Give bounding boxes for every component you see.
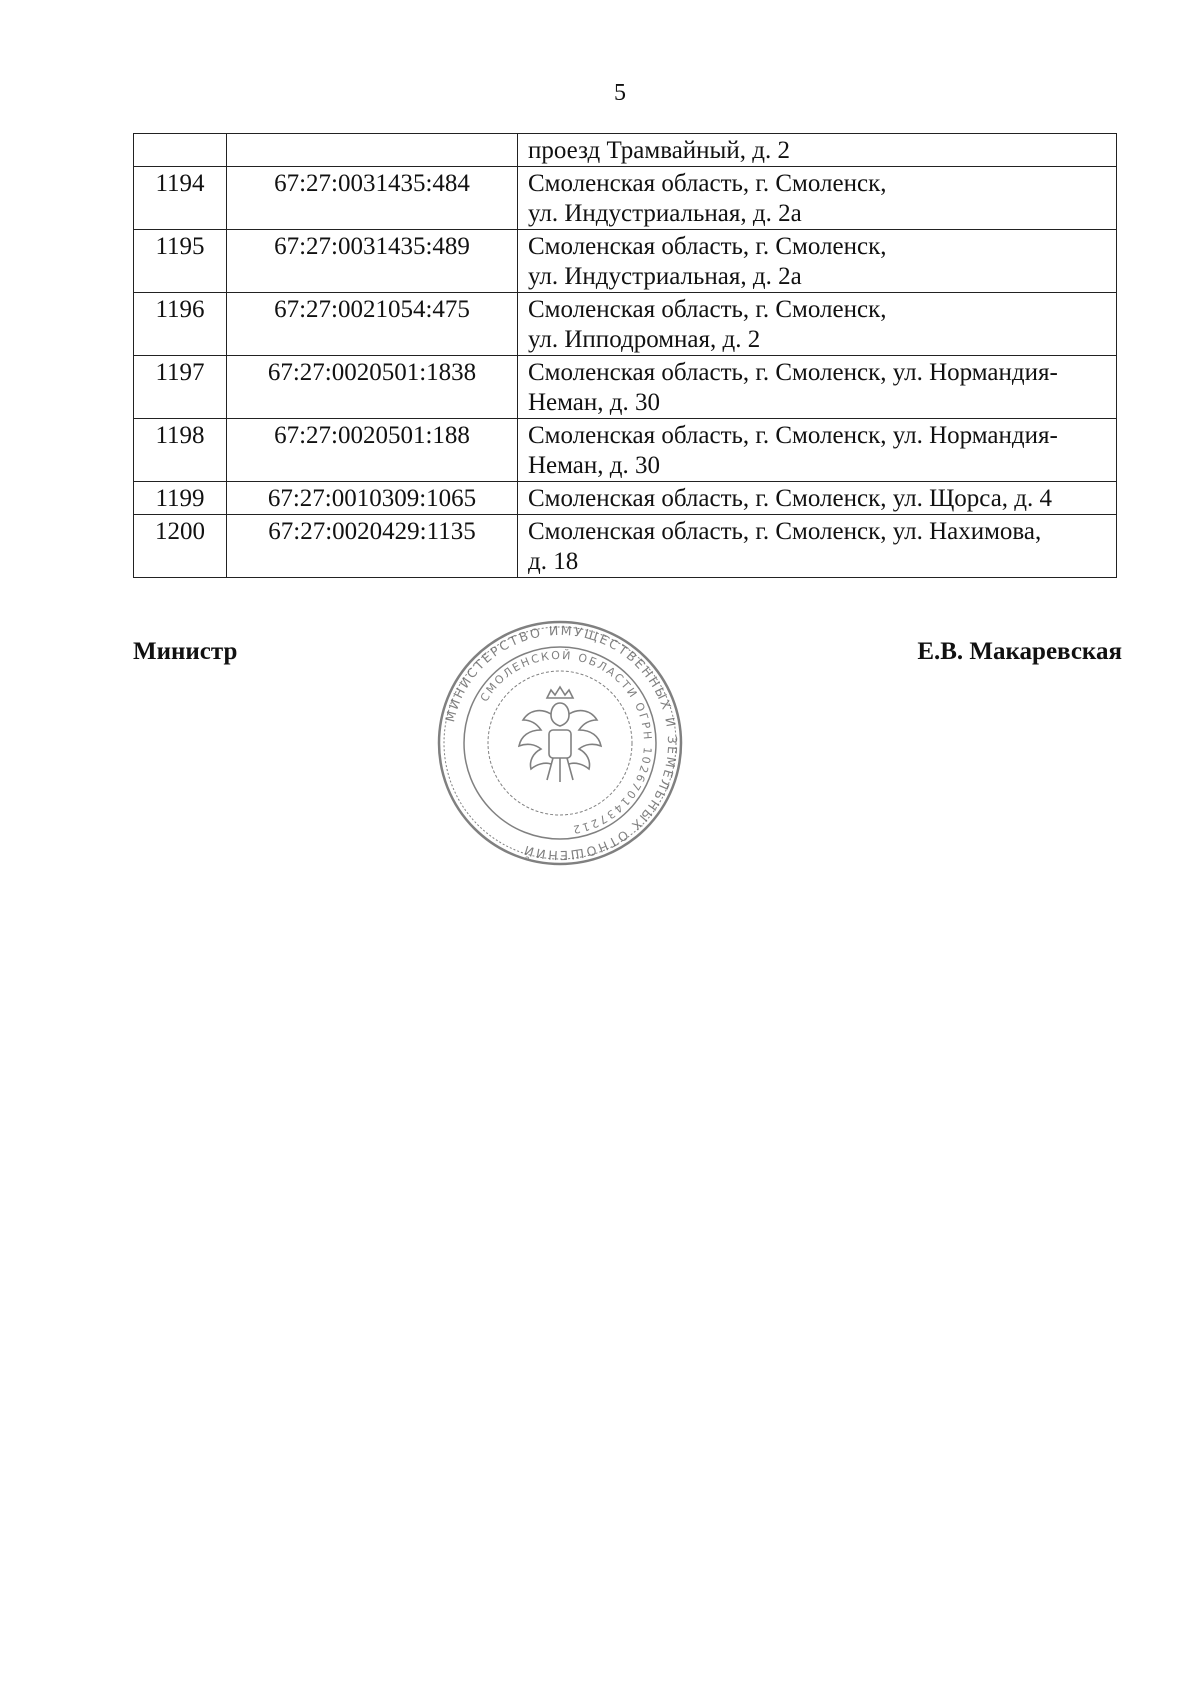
- cadastral-number-cell: 67:27:0020501:188: [227, 419, 518, 482]
- address-cell: [518, 293, 1117, 356]
- svg-text:СМОЛЕНСКОЙ ОБЛАСТИ ОГРН 10267: [478, 649, 654, 836]
- cadastral-number-cell: 67:27:0020501:1838: [227, 356, 518, 419]
- signer-name: Е.В. Макаревская: [917, 638, 1122, 665]
- row-number-cell: 1194: [134, 167, 227, 230]
- address-cell: [518, 230, 1117, 293]
- address-line: д. 18: [528, 548, 579, 575]
- address-line: Смоленская область, г. Смоленск,: [528, 233, 887, 260]
- address-line: Неман, д. 30: [528, 452, 660, 479]
- address-cell: [518, 482, 1117, 515]
- seal-outer-text: МИНИСТЕРСТВО ИМУЩЕСТВЕННЫХ И ЗЕМЕЛЬНЫХ ОТНОШЕНИЙ: [442, 622, 681, 864]
- row-number-cell: 1198: [134, 419, 227, 482]
- cadastral-number-cell: 67:27:0031435:489: [227, 230, 518, 293]
- row-number-cell: 1197: [134, 356, 227, 419]
- seal-inner-text: СМОЛЕНСКОЙ ОБЛАСТИ ОГРН 1026701437212: [477, 648, 655, 837]
- address-line: Смоленская область, г. Смоленск, ул. Нормандия-: [528, 359, 1058, 386]
- address-line: Смоленская область, г. Смоленск, ул. Нахимова,: [528, 518, 1042, 545]
- cadastral-number-cell: 67:27:0020429:1135: [227, 515, 518, 578]
- table-row: [134, 356, 1117, 419]
- registry-table: [133, 133, 1117, 578]
- seal-middle-ring: [464, 647, 656, 839]
- address-cell: [518, 515, 1117, 578]
- cadastral-number-cell: 67:27:0021054:475: [227, 293, 518, 356]
- table-row: [134, 230, 1117, 293]
- official-seal: [435, 618, 685, 868]
- table-row: [134, 419, 1117, 482]
- signature-block: [0, 622, 1200, 898]
- table-row: [134, 482, 1117, 515]
- address-line: ул. Ипподромная, д. 2: [528, 326, 761, 353]
- table-row: [134, 167, 1117, 230]
- signer-title: Министр: [133, 638, 238, 665]
- address-line: Неман, д. 30: [528, 389, 660, 416]
- row-number-cell: 1196: [134, 293, 227, 356]
- cadastral-number-cell: 67:27:0031435:484: [227, 167, 518, 230]
- address-line: ул. Индустриальная, д. 2а: [528, 200, 802, 227]
- table-row: [134, 293, 1117, 356]
- page-number: 5: [614, 80, 626, 106]
- address-line: Смоленская область, г. Смоленск, ул. Нормандия-: [528, 422, 1058, 449]
- row-number-cell: 1199: [134, 482, 227, 515]
- address-cell: [518, 356, 1117, 419]
- table-body: [134, 134, 1117, 578]
- row-number-cell: 1195: [134, 230, 227, 293]
- address-cell: [518, 419, 1117, 482]
- address-line: ул. Индустриальная, д. 2а: [528, 263, 802, 290]
- double-headed-eagle-emblem: [519, 687, 601, 782]
- address-cell: [518, 134, 1117, 167]
- cadastral-number-cell: 67:27:0010309:1065: [227, 482, 518, 515]
- table-row: [134, 134, 1117, 167]
- seal-inner-ring: [488, 671, 632, 815]
- address-cell: [518, 167, 1117, 230]
- row-number-cell: [134, 134, 227, 167]
- row-number-cell: 1200: [134, 515, 227, 578]
- cadastral-number-cell: [227, 134, 518, 167]
- address-line: Смоленская область, г. Смоленск,: [528, 296, 887, 323]
- address-line: Смоленская область, г. Смоленск, ул. Щорса, д. 4: [528, 485, 1053, 512]
- address-line: Смоленская область, г. Смоленск,: [528, 170, 887, 197]
- address-line: проезд Трамвайный, д. 2: [528, 137, 790, 164]
- table-row: [134, 515, 1117, 578]
